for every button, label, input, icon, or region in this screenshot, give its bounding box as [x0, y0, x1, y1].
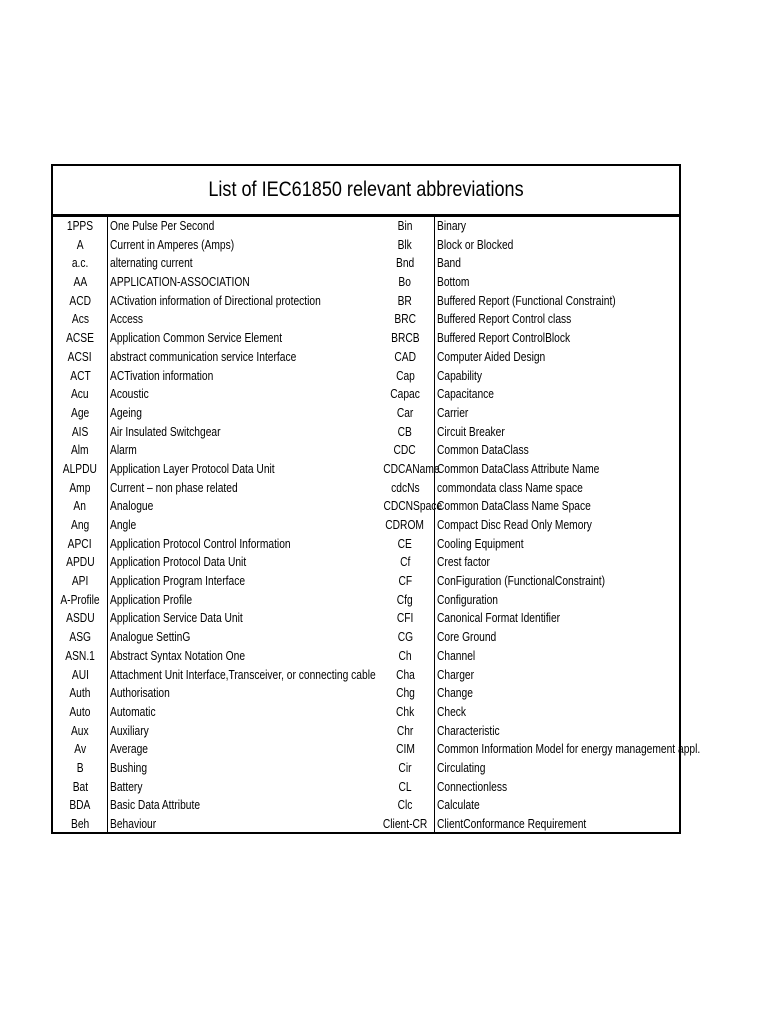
- abbreviation-text: Amp: [69, 480, 91, 495]
- description-cell: [435, 236, 679, 255]
- description-cell: [435, 310, 679, 329]
- abbreviation-text: Ang: [70, 518, 90, 532]
- description-text: Analogue: [110, 499, 154, 514]
- abbreviation-text: cdcNs: [390, 480, 420, 495]
- abbreviation-cell: [377, 572, 433, 591]
- description-text: Common DataClass Attribute Name: [437, 461, 600, 476]
- abbreviation-text: Ch: [398, 648, 412, 663]
- abbreviation-text: CF: [398, 574, 412, 589]
- description-text: Basic Data Attribute: [110, 798, 201, 813]
- abbreviation-cell: [377, 385, 433, 404]
- abbreviation-text: APCI: [68, 536, 92, 551]
- description-text: Abstract Syntax Notation One: [110, 648, 246, 663]
- abbreviation-cell: [53, 535, 107, 554]
- abbreviation-cell: [53, 591, 107, 610]
- abbreviation-cell: [377, 329, 433, 348]
- abbreviation-cell: [377, 254, 433, 273]
- description-text: Canonical Format Identifier: [437, 611, 561, 626]
- description-cell: [435, 628, 679, 647]
- abbreviation-text: BRCB: [390, 331, 420, 346]
- description-text: APPLICATION-ASSOCIATION: [110, 275, 250, 290]
- description-cell: [435, 778, 679, 797]
- abbreviation-cell: [53, 666, 107, 685]
- abbreviation-cell: [53, 479, 107, 498]
- description-text: Crest factor: [437, 555, 490, 570]
- description-text: Configuration: [437, 592, 498, 607]
- abbreviation-cell: [377, 460, 440, 479]
- description-text: Computer Aided Design: [437, 349, 546, 364]
- abbreviation-cell: [377, 553, 433, 572]
- abbreviation-text: a.c.: [71, 256, 89, 271]
- description-cell: [435, 535, 679, 554]
- description-text: Application Protocol Control Information: [110, 536, 291, 551]
- abbreviation-cell: [53, 348, 107, 367]
- abbreviation-text: Cfg: [397, 592, 413, 607]
- abbreviation-cell: [53, 423, 107, 442]
- description-text: Change: [437, 686, 473, 701]
- abbreviation-cell: [377, 516, 433, 535]
- abbreviation-cell: [53, 329, 107, 348]
- description-cell: [435, 479, 679, 498]
- abbreviation-text: A-Profile: [60, 592, 100, 607]
- abbreviation-text: AIS: [71, 424, 89, 439]
- abbreviation-cell: [377, 609, 433, 628]
- description-text: Common DataClass: [437, 443, 529, 458]
- description-text: Application Layer Protocol Data Unit: [110, 461, 275, 476]
- abbreviation-text: CB: [397, 424, 413, 439]
- abbreviation-text: ACD: [69, 293, 91, 308]
- abbreviation-cell: [53, 385, 107, 404]
- abbreviation-cell: [377, 367, 433, 386]
- description-text: One Pulse Per Second: [110, 219, 215, 233]
- description-text: Acoustic: [110, 387, 149, 402]
- description-cell: [435, 815, 679, 834]
- description-cell: [435, 722, 679, 741]
- abbreviation-text: Blk: [397, 237, 413, 252]
- abbreviation-text: Acs: [71, 312, 89, 327]
- description-cell: [435, 572, 679, 591]
- abbreviation-text: Bo: [398, 275, 412, 290]
- abbreviation-cell: [377, 778, 433, 797]
- left-abbr-column: [53, 217, 107, 834]
- abbreviation-text: CDCNSpace: [383, 499, 443, 514]
- abbreviation-cell: [377, 273, 433, 292]
- description-cell: [435, 553, 679, 572]
- abbreviation-text: CAD: [394, 349, 416, 364]
- description-text: Analogue SettinG: [110, 630, 191, 645]
- description-cell: [435, 740, 701, 759]
- description-cell: [435, 217, 679, 236]
- abbreviation-text: Bnd: [395, 256, 415, 271]
- abbreviation-text: CE: [397, 536, 413, 551]
- description-cell: [435, 796, 679, 815]
- abbreviation-cell: [53, 367, 107, 386]
- abbreviation-cell: [377, 310, 433, 329]
- description-text: ConFiguration (FunctionalConstraint): [437, 574, 606, 589]
- description-text: commondata class Name space: [437, 480, 583, 495]
- description-text: alternating current: [110, 256, 193, 271]
- abbreviation-cell: [53, 292, 107, 311]
- abbreviation-text: ALPDU: [62, 461, 98, 476]
- description-cell: [435, 367, 679, 386]
- description-cell: [435, 273, 679, 292]
- description-text: abstract communication service Interface: [110, 349, 297, 364]
- description-cell: [435, 516, 679, 535]
- abbreviation-cell: [53, 254, 107, 273]
- abbreviation-cell: [377, 647, 433, 666]
- abbreviation-text: CFI: [396, 611, 414, 626]
- abbreviation-cell: [53, 497, 107, 516]
- description-text: Compact Disc Read Only Memory: [437, 518, 592, 532]
- abbreviation-cell: [53, 217, 107, 236]
- abbreviation-text: AUI: [71, 667, 89, 682]
- abbreviation-text: CG: [397, 630, 413, 645]
- abbreviation-cell: [377, 479, 433, 498]
- description-text: Current in Amperes (Amps): [110, 237, 235, 252]
- abbreviation-text: A: [76, 237, 84, 252]
- abbreviation-text: B: [76, 760, 84, 775]
- abbreviation-cell: [377, 722, 433, 741]
- description-text: Capability: [437, 368, 483, 383]
- abbreviation-text: Alm: [71, 443, 89, 458]
- right-desc-column: [435, 217, 701, 834]
- description-text: Access: [110, 312, 144, 327]
- description-text: Attachment Unit Interface,Transceiver, or connecting cable: [110, 667, 376, 682]
- description-text: Buffered Report ControlBlock: [437, 331, 571, 346]
- description-text: Buffered Report (Functional Constraint): [437, 293, 616, 308]
- abbreviation-text: Acu: [71, 387, 89, 402]
- abbreviation-text: ACSI: [68, 349, 92, 364]
- abbreviation-cell: [377, 217, 433, 236]
- abbreviation-cell: [377, 348, 433, 367]
- abbreviation-text: Cf: [399, 555, 411, 570]
- abbreviation-text: Av: [74, 742, 86, 757]
- abbreviation-text: An: [73, 499, 87, 514]
- description-cell: [435, 497, 679, 516]
- description-cell: [435, 666, 679, 685]
- abbreviation-text: Cha: [395, 667, 415, 682]
- description-text: Core Ground: [437, 630, 497, 645]
- description-cell: [435, 609, 679, 628]
- abbreviation-text: Cir: [398, 760, 412, 775]
- description-cell: [435, 703, 679, 722]
- abbreviation-text: 1PPS: [66, 219, 94, 233]
- abbreviation-cell: [53, 759, 107, 778]
- description-text: Current – non phase related: [110, 480, 238, 495]
- description-text: Air Insulated Switchgear: [110, 424, 221, 439]
- description-text: Buffered Report Control class: [437, 312, 572, 327]
- abbreviation-text: CL: [398, 779, 412, 794]
- abbreviation-cell: [377, 684, 433, 703]
- description-text: Band: [437, 256, 461, 271]
- table-title-cell: [53, 166, 679, 216]
- abbreviation-cell: [53, 310, 107, 329]
- abbreviation-text: CDC: [393, 443, 417, 458]
- abbreviation-cell: [53, 778, 107, 797]
- abbreviation-text: Bin: [397, 219, 413, 233]
- description-text: Characteristic: [437, 723, 500, 738]
- abbreviation-cell: [377, 591, 433, 610]
- abbreviation-cell: [53, 460, 107, 479]
- description-text: Connectionless: [437, 779, 508, 794]
- description-cell: [435, 441, 679, 460]
- abbreviation-cell: [53, 441, 107, 460]
- abbreviation-cell: [377, 628, 433, 647]
- abbreviation-text: API: [71, 574, 89, 589]
- description-text: Application Profile: [110, 592, 193, 607]
- abbreviation-text: CDCAName: [383, 461, 440, 476]
- abbreviation-cell: [377, 404, 433, 423]
- right-abbr-column: [377, 217, 443, 834]
- description-cell: [435, 759, 679, 778]
- description-cell: [435, 254, 679, 273]
- abbreviation-cell: [53, 516, 107, 535]
- abbreviation-text: Beh: [70, 817, 90, 831]
- description-text: ACtivation information of Directional protection: [110, 293, 321, 308]
- description-text: Channel: [437, 648, 476, 663]
- abbreviation-cell: [377, 796, 433, 815]
- abbreviation-text: ASG: [69, 630, 91, 645]
- abbreviation-text: ACSE: [66, 331, 94, 346]
- abbreviation-cell: [53, 404, 107, 423]
- abbreviation-text: Bat: [72, 779, 88, 794]
- abbreviation-text: ASN.1: [65, 648, 95, 663]
- description-text: Circuit Breaker: [437, 424, 505, 439]
- abbreviation-cell: [53, 628, 107, 647]
- abbreviations-table: [51, 164, 701, 834]
- abbreviation-cell: [377, 666, 433, 685]
- abbreviation-cell: [377, 423, 433, 442]
- abbreviation-text: BRC: [394, 312, 416, 327]
- description-text: Application Service Data Unit: [110, 611, 243, 626]
- abbreviation-text: Auto: [69, 704, 91, 719]
- description-cell: [435, 292, 679, 311]
- description-text: Common Information Model for energy management appl.: [437, 742, 701, 757]
- description-text: Block or Blocked: [437, 237, 514, 252]
- description-text: Bottom: [437, 275, 470, 290]
- description-text: Application Common Service Element: [110, 331, 283, 346]
- abbreviation-cell: [53, 703, 107, 722]
- abbreviation-cell: [377, 759, 433, 778]
- abbreviation-cell: [53, 815, 107, 834]
- description-text: Binary: [437, 219, 467, 233]
- description-text: Behaviour: [110, 817, 157, 831]
- abbreviation-text: Clc: [397, 798, 413, 813]
- description-text: Check: [437, 704, 467, 719]
- abbreviation-cell: [377, 740, 433, 759]
- description-cell: [435, 460, 679, 479]
- abbreviation-cell: [53, 684, 107, 703]
- abbreviation-text: ACT: [69, 368, 91, 383]
- abbreviation-text: Aux: [71, 723, 89, 738]
- description-cell: [435, 647, 679, 666]
- abbreviation-cell: [53, 796, 107, 815]
- abbreviation-cell: [53, 553, 107, 572]
- abbreviation-text: CDROM: [385, 518, 425, 532]
- description-text: Bushing: [110, 760, 148, 775]
- description-text: Common DataClass Name Space: [437, 499, 591, 514]
- description-text: Authorisation: [110, 686, 170, 701]
- description-text: Average: [110, 742, 149, 757]
- description-text: Ageing: [110, 405, 142, 420]
- description-cell: [435, 385, 679, 404]
- description-text: ClientConformance Requirement: [437, 817, 587, 831]
- abbreviation-cell: [377, 292, 433, 311]
- description-text: Battery: [110, 779, 143, 794]
- abbreviation-text: Cap: [395, 368, 415, 383]
- abbreviation-text: Chr: [396, 723, 414, 738]
- description-text: ACTivation information: [110, 368, 214, 383]
- description-text: Application Program Interface: [110, 574, 246, 589]
- description-cell: [435, 591, 679, 610]
- abbreviation-text: ASDU: [65, 611, 95, 626]
- description-text: Cooling Equipment: [437, 536, 524, 551]
- abbreviation-text: Age: [70, 405, 90, 420]
- abbreviation-text: Client-CR: [382, 817, 428, 831]
- abbreviation-cell: [53, 740, 107, 759]
- abbreviation-text: Chk: [395, 704, 415, 719]
- description-cell: [435, 329, 679, 348]
- description-text: Charger: [437, 667, 475, 682]
- abbreviation-cell: [377, 441, 433, 460]
- description-text: Application Protocol Data Unit: [110, 555, 247, 570]
- abbreviation-cell: [377, 703, 433, 722]
- abbreviation-cell: [53, 236, 107, 255]
- abbreviation-text: APDU: [65, 555, 95, 570]
- description-cell: [435, 348, 679, 367]
- abbreviation-text: BDA: [69, 798, 91, 813]
- description-text: Circulating: [437, 760, 486, 775]
- description-text: Calculate: [437, 798, 480, 813]
- abbreviation-cell: [377, 815, 433, 834]
- description-cell: [435, 684, 679, 703]
- abbreviation-cell: [53, 722, 107, 741]
- abbreviation-text: AA: [73, 275, 87, 290]
- description-text: Alarm: [110, 443, 137, 458]
- description-text: Angle: [110, 518, 137, 532]
- abbreviation-text: Auth: [69, 686, 91, 701]
- abbreviation-cell: [377, 236, 433, 255]
- abbreviation-text: CIM: [395, 742, 415, 757]
- description-text: Carrier: [437, 405, 469, 420]
- description-text: Capacitance: [437, 387, 494, 402]
- abbreviation-cell: [53, 572, 107, 591]
- abbreviation-cell: [377, 497, 443, 516]
- description-text: Auxiliary: [110, 723, 149, 738]
- description-cell: [435, 404, 679, 423]
- abbreviation-text: Chg: [395, 686, 415, 701]
- abbreviation-cell: [53, 609, 107, 628]
- description-text: Automatic: [110, 704, 156, 719]
- table-title: List of IEC61850 relevant abbreviations: [208, 178, 524, 201]
- abbreviation-text: Car: [396, 405, 414, 420]
- abbreviation-cell: [377, 535, 433, 554]
- abbreviation-text: Capac: [390, 387, 420, 402]
- abbreviation-text: BR: [397, 293, 413, 308]
- abbreviation-cell: [53, 273, 107, 292]
- abbreviation-cell: [53, 647, 107, 666]
- description-cell: [435, 423, 679, 442]
